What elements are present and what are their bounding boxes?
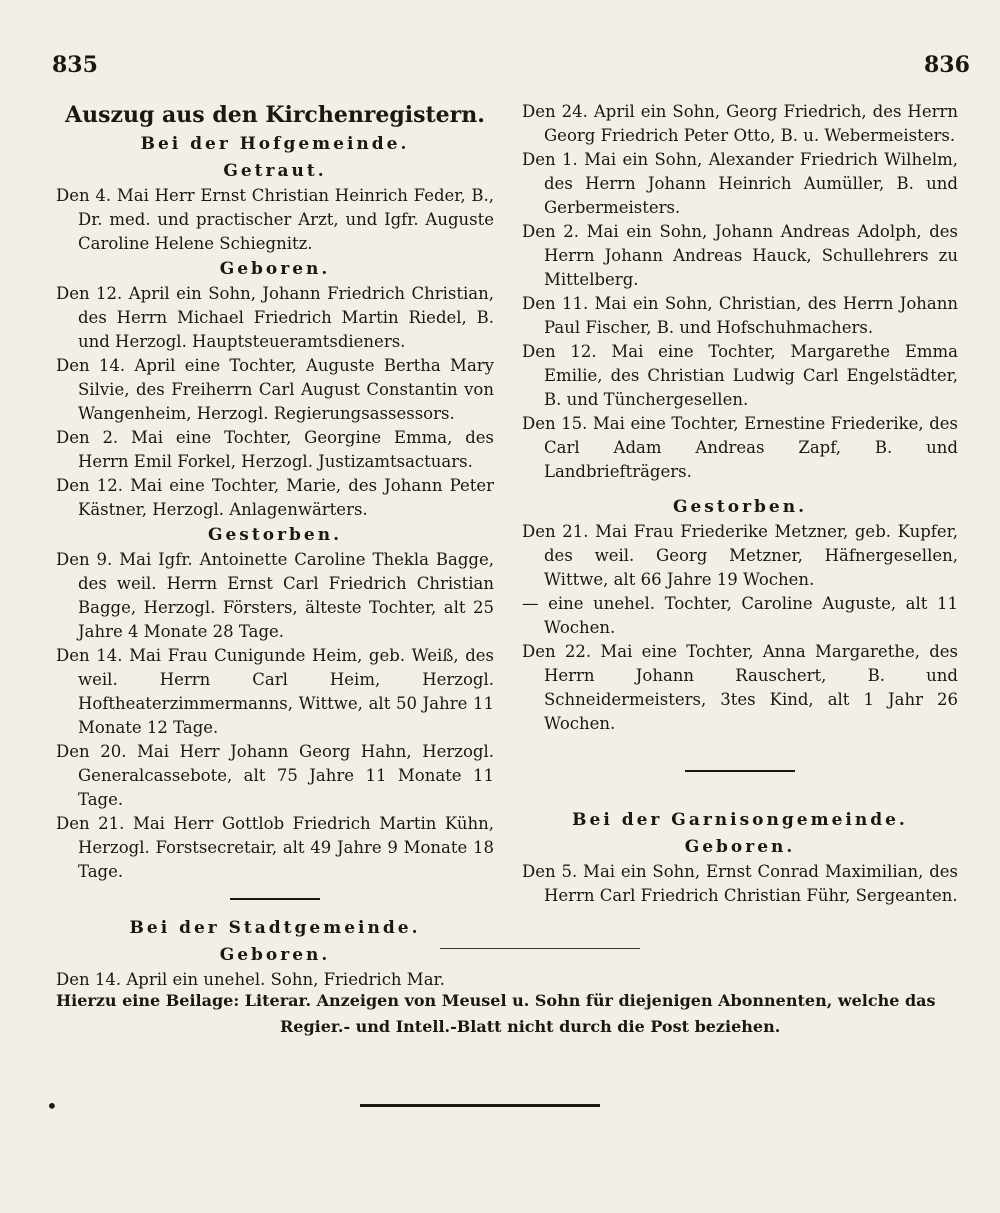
subheading-geboren: Geboren. bbox=[219, 945, 331, 965]
right-column bbox=[522, 100, 958, 908]
register-entry: Den 14. April ein unehel. Sohn, Friedrich Mar. bbox=[56, 970, 445, 989]
register-entry: Den 2. Mai ein Sohn, Johann Andreas Adolph, des Herrn Johann Andreas Hauck, Schullehrers zu Mittelberg. bbox=[522, 222, 958, 289]
register-entry: Den 20. Mai Herr Johann Georg Hahn, Herzogl. Generalcassebote, alt 75 Jahre 11 Monate 11 Tage. bbox=[56, 742, 494, 809]
register-entry: Den 11. Mai ein Sohn, Christian, des Herrn Johann Paul Fischer, B. und Hofschuhmachers. bbox=[522, 294, 958, 337]
subheading-geboren: Geboren. bbox=[684, 837, 796, 857]
register-entry: Den 1. Mai ein Sohn, Alexander Friedrich Wilhelm, des Herrn Johann Heinrich Aumüller, B. und Gerbermeisters. bbox=[522, 150, 958, 217]
register-entry: Den 22. Mai eine Tochter, Anna Margarethe, des Herrn Johann Rauschert, B. und Schneidermeisters, 3tes Kind, alt 1 Jahr 26 Wochen. bbox=[522, 642, 958, 733]
page-number-left: 835 bbox=[52, 52, 98, 78]
register-entry: — eine unehel. Tochter, Caroline Auguste, alt 11 Wochen. bbox=[522, 594, 958, 637]
supplement-line-2: Regier.- und Intell.-Blatt nicht durch die Post beziehen. bbox=[280, 1017, 781, 1036]
register-entry: Den 21. Mai Frau Friederike Metzner, geb. Kupfer, des weil. Georg Metzner, Häfnergesellen, Wittwe, alt 66 Jahre 19 Wochen. bbox=[522, 522, 958, 589]
register-entry: Den 21. Mai Herr Gottlob Friedrich Martin Kühn, Herzogl. Forstsecretair, alt 49 Jahre 9 Monate 18 Tage. bbox=[56, 814, 494, 881]
register-entry: Den 14. April eine Tochter, Auguste Bertha Mary Silvie, des Freiherrn Carl August Constantin von Wangenheim, Herzogl. Regierungsassessors. bbox=[56, 356, 494, 423]
supplement-notice bbox=[56, 988, 961, 1040]
register-entry: Den 15. Mai eine Tochter, Ernestine Friederike, des Carl Adam Andreas Zapf, B. und Landbriefträgers. bbox=[522, 414, 958, 481]
register-entry: Den 2. Mai eine Tochter, Georgine Emma, des Herrn Emil Forkel, Herzogl. Justizamtsactuars. bbox=[56, 428, 494, 471]
section-divider bbox=[230, 898, 320, 900]
section-divider bbox=[685, 770, 795, 772]
section-heading-garnison: Bei der Garnisongemeinde. bbox=[572, 810, 908, 830]
subheading-gestorben: Gestorben. bbox=[207, 525, 343, 545]
subheading-gestorben: Gestorben. bbox=[672, 497, 808, 517]
register-entry: Den 4. Mai Herr Ernst Christian Heinrich Feder, B., Dr. med. und practischer Arzt, und Igfr. Auguste Caroline Helene Schiegnitz. bbox=[56, 186, 494, 253]
register-entry: Den 9. Mai Igfr. Antoinette Caroline Thekla Bagge, des weil. Herrn Ernst Carl Friedrich Christian Bagge, Herzogl. Försters, älteste Tochter, alt 25 Jahre 4 Monate 28 Tage. bbox=[56, 550, 494, 641]
subheading-geboren: Geboren. bbox=[219, 259, 331, 279]
subheading-getraut: Getraut. bbox=[223, 161, 327, 181]
closing-rule bbox=[360, 1104, 600, 1107]
section-heading-stadt: Bei der Stadtgemeinde. bbox=[129, 918, 421, 938]
register-entry: Den 24. April ein Sohn, Georg Friedrich, des Herrn Georg Friedrich Peter Otto, B. u. Webermeisters. bbox=[522, 102, 958, 145]
left-column bbox=[56, 100, 494, 992]
article-title: Auszug aus den Kirchenregistern. bbox=[65, 102, 485, 128]
footer-rule bbox=[440, 948, 640, 949]
register-entry: Den 12. Mai eine Tochter, Margarethe Emma Emilie, des Christian Ludwig Carl Engelstädter, B. und Tünchergesellen. bbox=[522, 342, 958, 409]
margin-dot: • bbox=[46, 1094, 58, 1118]
section-heading-hof: Bei der Hofgemeinde. bbox=[140, 134, 410, 154]
register-entry: Den 12. April ein Sohn, Johann Friedrich Christian, des Herrn Michael Friedrich Martin Riedel, B. und Herzogl. Hauptsteueramtsdieners. bbox=[56, 284, 494, 351]
register-entry: Den 12. Mai eine Tochter, Marie, des Johann Peter Kästner, Herzogl. Anlagenwärters. bbox=[56, 476, 494, 519]
register-entry: Den 5. Mai ein Sohn, Ernst Conrad Maximilian, des Herrn Carl Friedrich Christian Führ, Sergeanten. bbox=[522, 862, 958, 905]
page-number-right: 836 bbox=[924, 52, 970, 78]
register-entry: Den 14. Mai Frau Cunigunde Heim, geb. Weiß, des weil. Herrn Carl Heim, Herzogl. Hoftheaterzimmermanns, Wittwe, alt 50 Jahre 11 Monate 12 Tage. bbox=[56, 646, 494, 737]
supplement-line-1: Hierzu eine Beilage: Literar. Anzeigen von Meusel u. Sohn für diejenigen Abonnenten, welche das bbox=[56, 991, 936, 1010]
